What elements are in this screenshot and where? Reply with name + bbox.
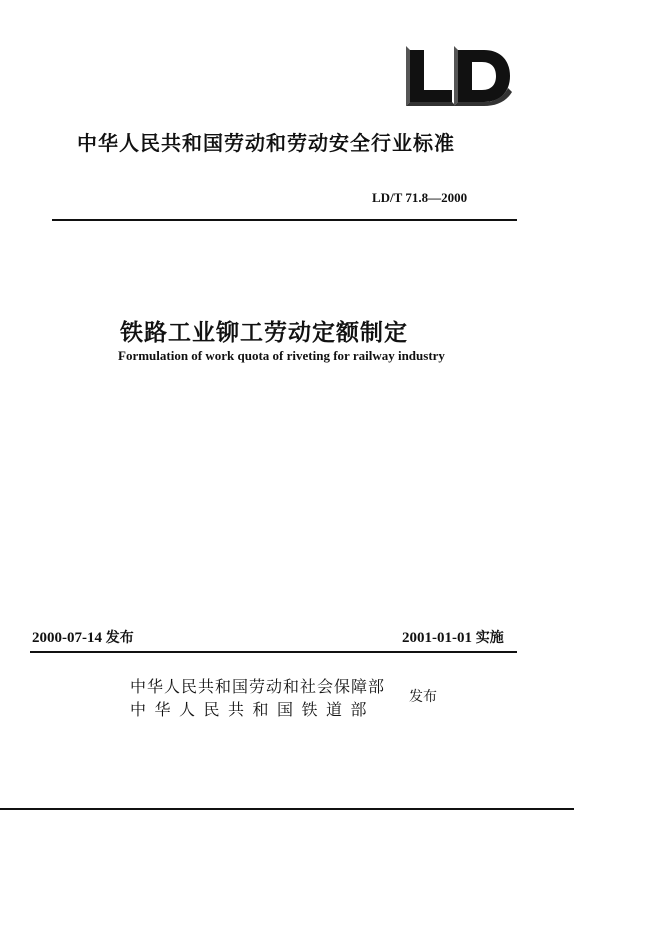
divider-top	[52, 219, 517, 221]
publisher-ministry-labour: 中华人民共和国劳动和社会保障部	[130, 677, 386, 696]
effective-date-line	[402, 627, 504, 647]
ld-logo-icon	[400, 44, 514, 106]
document-title-english: Formulation of work quota of riveting for railway industry	[118, 348, 445, 363]
publisher-ministry-railways: 中华人民共和国铁道部	[130, 700, 376, 719]
divider-bottom	[0, 808, 574, 810]
standard-number: LD/T 71.8—2000	[372, 190, 468, 205]
divider-middle	[30, 651, 517, 653]
issue-date-line	[32, 627, 134, 647]
document-title-chinese: 铁路工业铆工劳动定额制定	[120, 320, 408, 346]
standard-family-title: 中华人民共和国劳动和劳动安全行业标准	[77, 131, 455, 155]
issue-label: 发布	[105, 630, 134, 646]
publish-label: 发布	[409, 689, 437, 705]
effective-label: 实施	[475, 630, 504, 646]
issue-date: 2000-07-14	[32, 630, 102, 646]
effective-date: 2001-01-01	[402, 630, 472, 646]
